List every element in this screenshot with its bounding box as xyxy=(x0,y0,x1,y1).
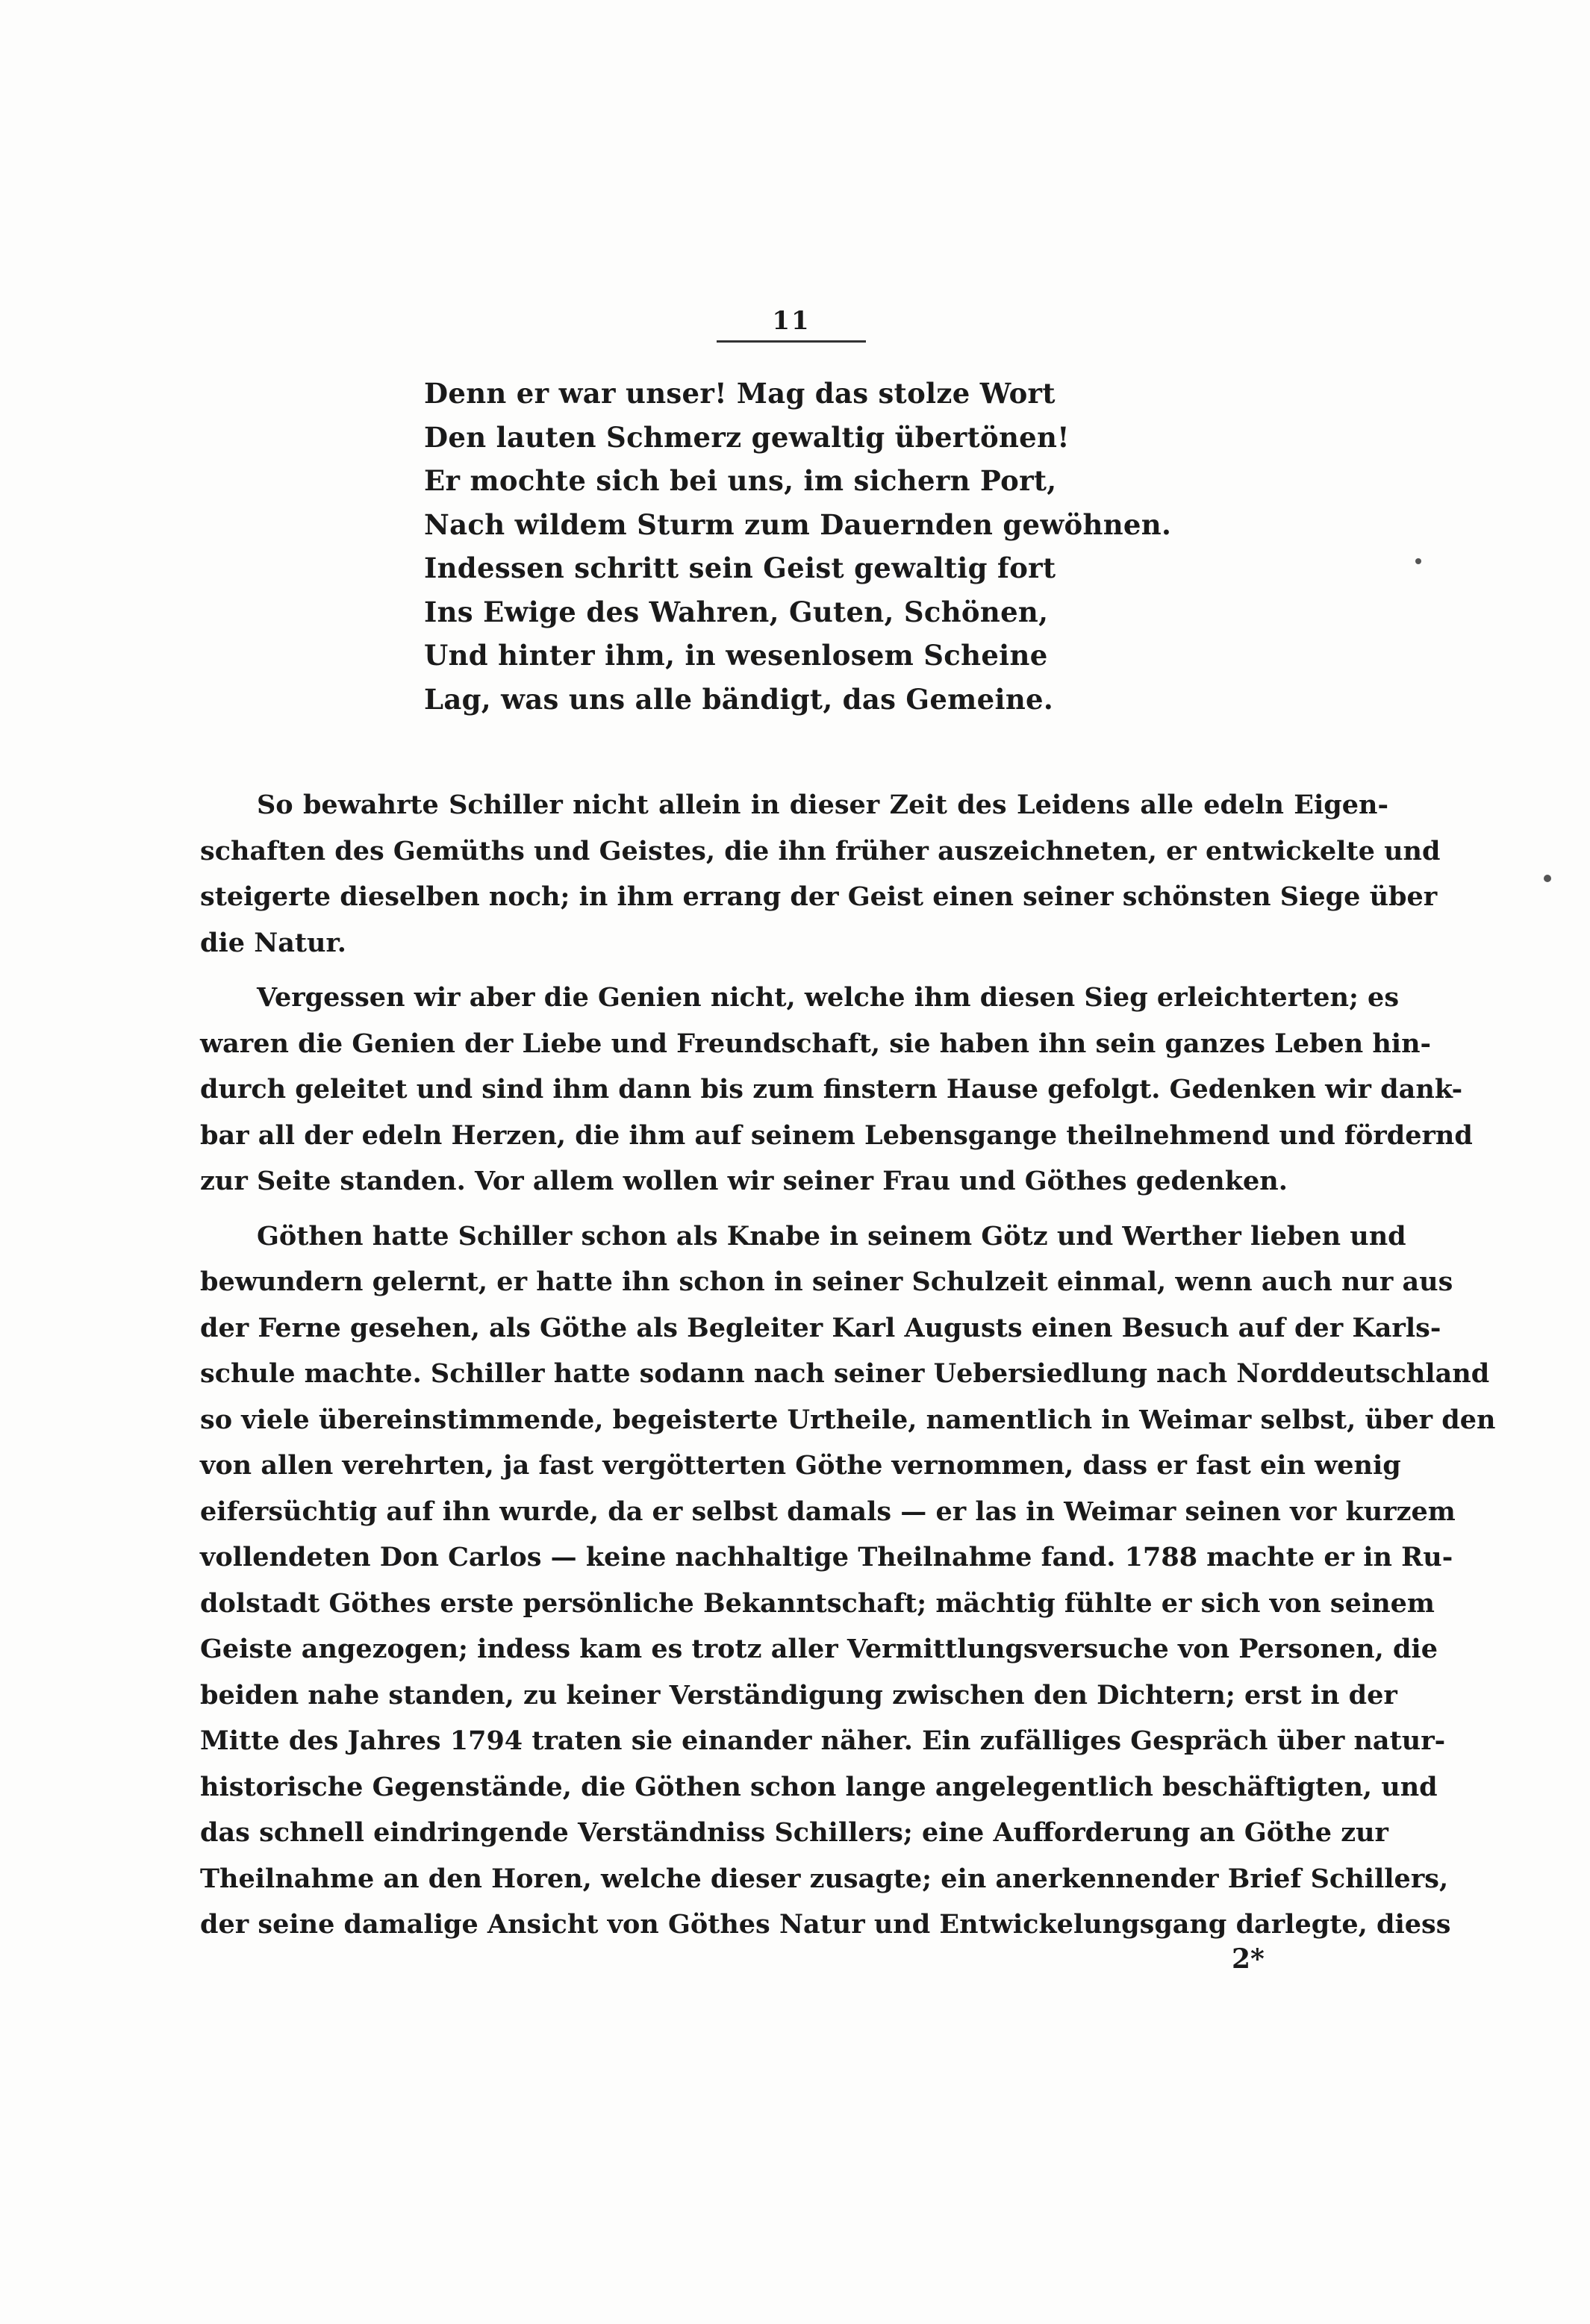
text-line: Geiste angezogen; indess kam es trotz aller Vermittlungsversuche von Personen, die xyxy=(200,1634,1438,1664)
text-line: eifersüchtig auf ihn wurde, da er selbst damals — er las in Weimar seinen vor kurzem xyxy=(200,1496,1456,1527)
text-line: von allen verehrten, ja fast vergötterten Göthe vernommen, dass er fast ein wenig xyxy=(200,1450,1401,1481)
text-line: Theilnahme an den Horen, welche dieser zusagte; ein anerkennender Brief Schillers, xyxy=(200,1863,1449,1894)
text-line: beiden nahe standen, zu keiner Verständigung zwischen den Dichtern; erst in der xyxy=(200,1679,1397,1711)
text-line: so viele übereinstimmende, begeisterte Urtheile, namentlich in Weimar selbst, über den xyxy=(200,1404,1496,1435)
text-line: Mitte des Jahres 1794 traten sie einander näher. Ein zufälliges Gespräch über natur- xyxy=(200,1725,1446,1756)
page-number: 11 xyxy=(772,306,811,336)
poem-line: Er mochte sich bei uns, im sichern Port, xyxy=(424,464,1057,497)
page-header xyxy=(702,306,881,343)
text-line: vollendeten Don Carlos — keine nachhaltige Theilnahme fand. 1788 machte er in Ru- xyxy=(200,1542,1453,1572)
poem-stanza xyxy=(424,372,1172,721)
text-line: waren die Genien der Liebe und Freundschaft, sie haben ihn sein ganzes Leben hin- xyxy=(200,1028,1432,1059)
body-text xyxy=(200,782,1496,1948)
poem-line: Ins Ewige des Wahren, Guten, Schönen, xyxy=(424,595,1049,628)
text-line: die Natur. xyxy=(200,927,346,958)
text-line: bar all der edeln Herzen, die ihm auf seinem Lebensgange theilnehmend und fördernd xyxy=(200,1119,1473,1151)
text-line: der Ferne gesehen, als Göthe als Begleiter Karl Augusts einen Besuch auf der Karls- xyxy=(200,1312,1441,1343)
text-line: Göthen hatte Schiller schon als Knabe in seinem Götz und Werther lieben und xyxy=(257,1220,1406,1252)
text-line: schaften des Gemüths und Geistes, die ihn früher auszeichneten, er entwickelte und xyxy=(200,835,1441,866)
text-line: durch geleitet und sind ihm dann bis zum finstern Hause gefolgt. Gedenken wir dank- xyxy=(200,1074,1463,1105)
text-line: der seine damalige Ansicht von Göthes Natur und Entwickelungsgang darlegte, diess xyxy=(200,1909,1451,1940)
paragraph-genien xyxy=(200,975,1473,1205)
text-line: historische Gegenstände, die Göthen schon lange angelegentlich beschäftigten, und xyxy=(200,1771,1438,1802)
text-line: steigerte dieselben noch; in ihm errang der Geist einen seiner schönsten Siege über xyxy=(200,881,1438,912)
text-line: das schnell eindringende Verständniss Schillers; eine Aufforderung an Göthe zur xyxy=(200,1817,1388,1848)
paper-speck xyxy=(1415,558,1421,564)
poem-line: Lag, was uns alle bändigt, das Gemeine. xyxy=(424,682,1054,716)
text-line: dolstadt Göthes erste persönliche Bekanntschaft; mächtig fühlte er sich von seinem xyxy=(200,1587,1435,1619)
text-line: So bewahrte Schiller nicht allein in dieser Zeit des Leidens alle edeln Eigen- xyxy=(257,790,1388,820)
printer-signature: 2* xyxy=(1232,1943,1265,1975)
paper-speck xyxy=(1544,875,1551,882)
poem-line: Nach wildem Sturm zum Dauernden gewöhnen. xyxy=(424,507,1172,541)
poem-line: Denn er war unser! Mag das stolze Wort xyxy=(424,377,1056,410)
text-line: bewundern gelernt, er hatte ihn schon in seiner Schulzeit einmal, wenn auch nur aus xyxy=(200,1266,1453,1297)
paragraph-schiller-virtues xyxy=(200,782,1441,966)
header-rule xyxy=(717,340,866,343)
poem-line: Den lauten Schmerz gewaltig übertönen! xyxy=(424,420,1070,454)
text-line: zur Seite standen. Vor allem wollen wir seiner Frau und Göthes gedenken. xyxy=(200,1166,1288,1196)
poem-line: Und hinter ihm, in wesenlosem Scheine xyxy=(424,639,1048,672)
text-line: schule machte. Schiller hatte sodann nach seiner Uebersiedlung nach Norddeutschland xyxy=(200,1358,1490,1389)
text-line: Vergessen wir aber die Genien nicht, welche ihm diesen Sieg erleichterten; es xyxy=(257,982,1400,1013)
paragraph-goethe xyxy=(200,1213,1496,1948)
poem-line: Indessen schritt sein Geist gewaltig fort xyxy=(424,552,1056,584)
